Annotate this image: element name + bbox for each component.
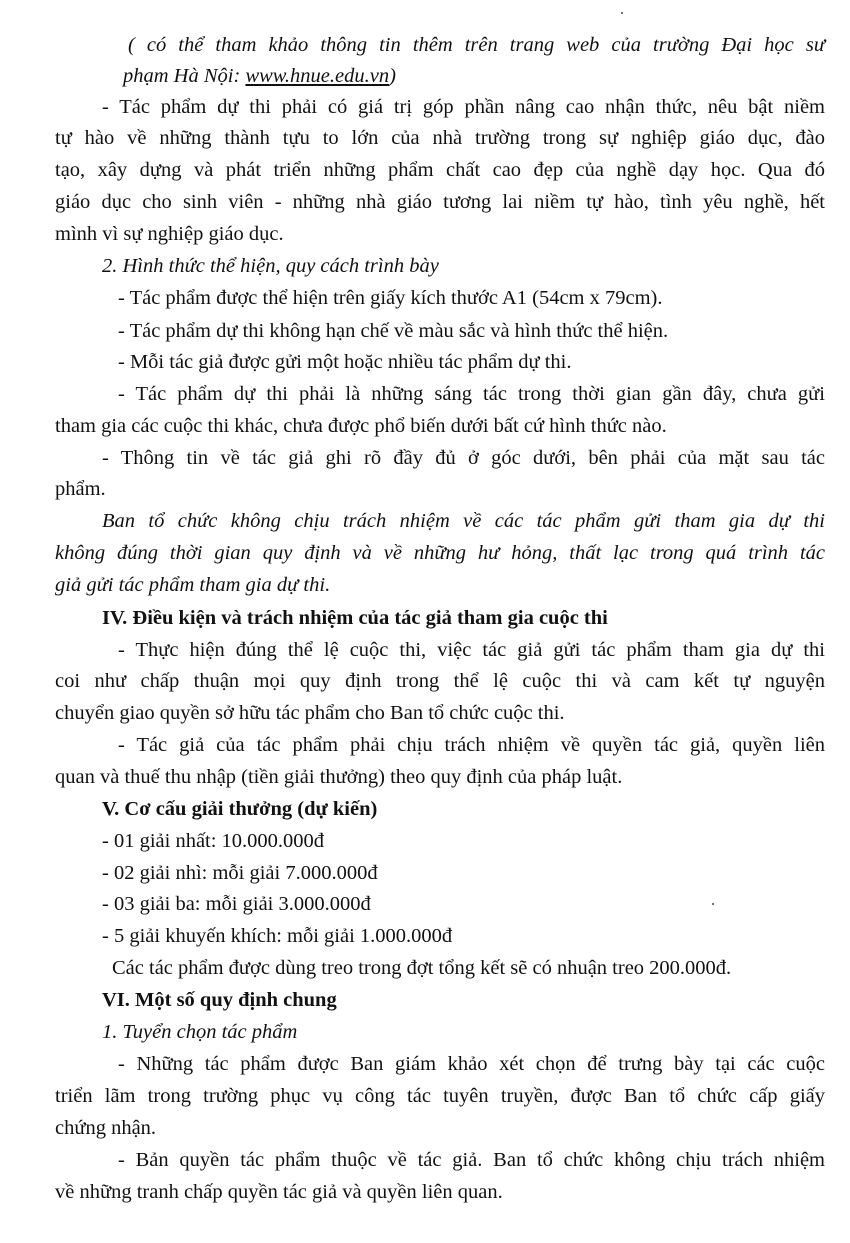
- text-segment: ( có thể tham khảo thông tin thêm trên trang web của trường Đại học sư: [128, 34, 825, 56]
- text-segment: - 03 giải ba: mỗi giải 3.000.000đ: [102, 893, 371, 915]
- text-line: [128, 30, 825, 60]
- text-line: [118, 730, 825, 760]
- text-segment: IV. Điều kiện và trách nhiệm của tác giả tham gia cuộc thi: [102, 607, 608, 629]
- text-segment: - Tác phẩm dự thi không hạn chế về màu sắc và hình thức thể hiện.: [118, 320, 669, 342]
- text-line: [118, 379, 825, 409]
- text-line: [55, 1113, 825, 1143]
- section-heading: [102, 985, 825, 1015]
- list-item: [102, 889, 825, 919]
- text-segment: - Tác phẩm dự thi phải có giá trị góp phần nâng cao nhận thức, nêu bật niềm: [102, 96, 825, 118]
- text-line: [118, 635, 825, 665]
- text-line: [55, 762, 825, 792]
- text-line: [55, 474, 825, 504]
- text-line: [118, 347, 825, 377]
- text-segment: coi như chấp thuận mọi quy định trong thể lệ cuộc thi và cam kết tự nguyện: [55, 670, 825, 692]
- text-line: [55, 538, 825, 568]
- text-line: [55, 1177, 825, 1207]
- text-segment: - Bản quyền tác phẩm thuộc về tác giả. Ban tổ chức không chịu trách nhiệm: [118, 1149, 825, 1171]
- text-segment: triển lãm trong trường phục vụ công tác tuyên truyền, được Ban tổ chức cấp giấy: [55, 1085, 825, 1107]
- text-segment: www.hnue.edu.vn: [245, 65, 390, 87]
- text-line: [102, 506, 825, 536]
- scan-speck: [712, 903, 714, 905]
- text-line: [102, 92, 825, 122]
- list-item: [102, 826, 825, 856]
- text-segment: 1. Tuyển chọn tác phẩm: [102, 1021, 298, 1043]
- text-line: [55, 219, 825, 249]
- section-subheading: [102, 1017, 825, 1047]
- text-segment: phẩm.: [55, 478, 106, 500]
- text-segment: - Thực hiện đúng thể lệ cuộc thi, việc tác giả gửi tác phẩm tham gia dự thi: [118, 639, 825, 661]
- scan-speck: [621, 12, 623, 14]
- text-line: [55, 155, 825, 185]
- list-item: [102, 921, 825, 951]
- text-segment: không đúng thời gian quy định và về những hư hỏng, thất lạc trong quá trình tác: [55, 542, 825, 564]
- text-line: [55, 123, 825, 153]
- text-segment: - 02 giải nhì: mỗi giải 7.000.000đ: [102, 862, 378, 884]
- text-segment: V. Cơ cấu giải thưởng (dự kiến): [102, 798, 378, 820]
- text-segment: Các tác phẩm được dùng treo trong đợt tổng kết sẽ có nhuận treo 200.000đ.: [112, 957, 732, 979]
- text-segment: chứng nhận.: [55, 1117, 157, 1139]
- text-line: [55, 570, 825, 600]
- text-line: [55, 1081, 825, 1111]
- text-segment: Ban tổ chức không chịu trách nhiệm về các tác phẩm gửi tham gia dự thi: [102, 510, 825, 532]
- text-segment: - Thông tin về tác giả ghi rõ đầy đủ ở góc dưới, bên phải của mặt sau tác: [102, 447, 825, 469]
- text-line: [123, 61, 825, 91]
- text-line: [118, 283, 825, 313]
- text-segment: mình vì sự nghiệp giáo dục.: [55, 223, 284, 245]
- text-line: [118, 316, 825, 346]
- text-segment: - 5 giải khuyến khích: mỗi giải 1.000.000đ: [102, 925, 453, 947]
- text-segment: - Tác phẩm dự thi phải là những sáng tác trong thời gian gần đây, chưa gửi: [118, 383, 825, 405]
- text-segment: ): [389, 65, 396, 87]
- text-segment: tạo, xây dựng và phát triển những phẩm chất cao đẹp của nghề dạy học. Qua đó: [55, 159, 825, 181]
- text-line: [55, 411, 825, 441]
- list-item: [102, 858, 825, 888]
- text-line: [55, 666, 825, 696]
- text-line: [112, 953, 825, 983]
- section-heading: [102, 794, 825, 824]
- text-segment: - Những tác phẩm được Ban giám khảo xét chọn để trưng bày tại các cuộc: [118, 1053, 825, 1075]
- text-line: [55, 698, 825, 728]
- text-segment: - Tác giả của tác phẩm phải chịu trách nhiệm về quyền tác giả, quyền liên: [118, 734, 825, 756]
- text-segment: - Tác phẩm được thể hiện trên giấy kích thước A1 (54cm x 79cm).: [118, 287, 663, 309]
- text-line: [55, 187, 825, 217]
- text-segment: VI. Một số quy định chung: [102, 989, 337, 1011]
- text-line: [102, 443, 825, 473]
- text-segment: 2. Hình thức thể hiện, quy cách trình bày: [102, 255, 439, 277]
- text-segment: chuyển giao quyền sở hữu tác phẩm cho Ban tổ chức cuộc thi.: [55, 702, 565, 724]
- section-heading: [102, 603, 825, 633]
- text-segment: tham gia các cuộc thi khác, chưa được phổ biến dưới bất cứ hình thức nào.: [55, 415, 667, 437]
- section-subheading: [102, 251, 825, 281]
- text-segment: giả gửi tác phẩm tham gia dự thi.: [55, 574, 331, 596]
- text-segment: phạm Hà Nội:: [123, 65, 246, 87]
- text-line: [118, 1049, 825, 1079]
- text-segment: tự hào về những thành tựu to lớn của nhà trường trong sự nghiệp giáo dục, đào: [55, 127, 825, 149]
- text-segment: giáo dục cho sinh viên - những nhà giáo tương lai niềm tự hào, tình yêu nghề, hết: [55, 191, 825, 213]
- text-line: [118, 1145, 825, 1175]
- text-segment: - Mỗi tác giả được gửi một hoặc nhiều tác phẩm dự thi.: [118, 351, 572, 373]
- text-segment: - 01 giải nhất: 10.000.000đ: [102, 830, 325, 852]
- text-segment: quan và thuế thu nhập (tiền giải thưởng) theo quy định của pháp luật.: [55, 766, 623, 788]
- text-segment: về những tranh chấp quyền tác giả và quyền liên quan.: [55, 1181, 503, 1203]
